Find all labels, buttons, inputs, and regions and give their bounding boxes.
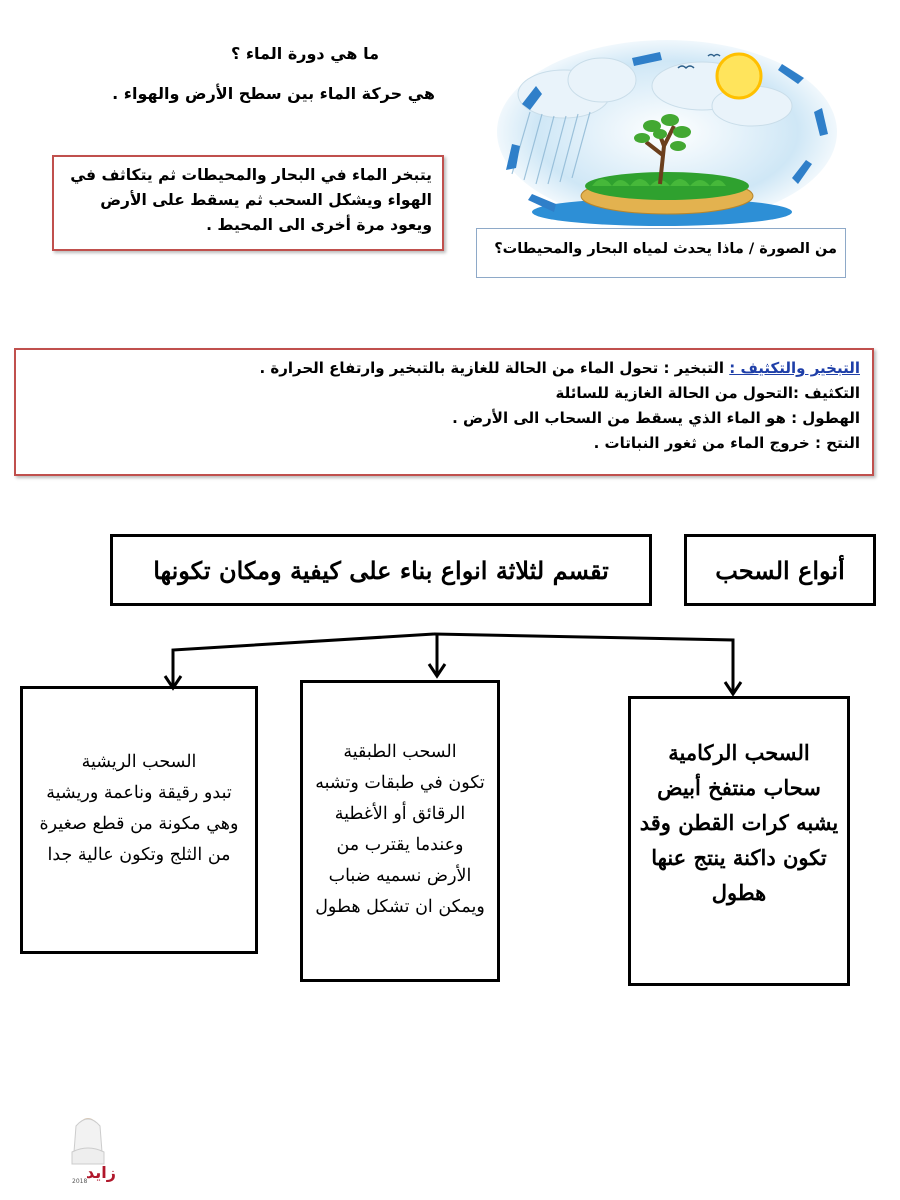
logo-text: زايد [86,1163,116,1182]
cirrus-line-3: من الثلج وتكون عالية جدا [47,845,231,865]
classification-box: تقسم لثلاثة انواع بناء على كيفية ومكان تكونها [110,534,652,606]
cirrus-title: السحب الريشية [81,752,197,772]
definitions-heading[interactable]: التبخير والتكثيف : [729,359,860,377]
water-cycle-box [52,155,444,251]
logo-year: 2018 [72,1178,88,1184]
cumulus-line-3: تكون داكنة ينتج عنها [651,845,827,870]
stratus-line-5: ويمكن ان تشكل هطول [315,897,485,917]
stratus-line-1: تكون في طبقات وتشبه [315,773,485,793]
definition-condensation: التكثيف :التحول من الحالة الغازية للسائلة [555,384,860,402]
cumulus-cloud-box [628,696,850,986]
cumulus-title: السحب الركامية [668,740,810,765]
cirrus-cloud-box [20,686,258,954]
cycle-line-3: ويعود مرة أخرى الى المحيط . [206,216,432,234]
stratus-line-2: الرقائق أو الأغطية [334,804,466,824]
stratus-line-3: وعندما يقترب من [336,835,464,855]
water-cycle-illustration [482,34,852,228]
stratus-cloud-box [300,680,500,982]
answer-text: هي حركة الماء بين سطح الأرض والهواء . [112,84,435,103]
zayed-logo [66,1112,126,1184]
cumulus-line-4: هطول [711,880,767,905]
definition-evaporation: التبخير : تحول الماء من الحالة للغازية بالتبخير وارتفاع الحرارة . [259,359,724,377]
sun-icon [717,54,761,98]
cloud-types-title: أنواع السحب [684,534,876,606]
cirrus-line-1: تبدو رقيقة وناعمة وريشية [46,783,232,803]
cycle-line-2: الهواء ويشكل السحب ثم يسقط على الأرض [100,191,432,209]
question-title: ما هي دورة الماء ؟ [231,44,379,63]
definition-transpiration: النتح : خروج الماء من ثغور النباتات . [593,434,860,452]
cirrus-line-2: وهي مكونة من قطع صغيرة [39,814,239,834]
cycle-line-1: يتبخر الماء في البحار والمحيطات ثم يتكاثف في [70,166,432,184]
picture-caption: من الصورة / ماذا يحدث لمياه البحار والمحيطات؟ [476,228,846,278]
definition-line [28,356,860,381]
definitions-box [14,348,874,476]
cumulus-line-1: سحاب منتفخ أبيض [657,775,821,800]
stratus-line-4: الأرض نسميه ضباب [328,866,472,886]
definition-precipitation: الهطول : هو الماء الذي يسقط من السحاب الى الأرض . [452,409,860,427]
cumulus-line-2: يشبه كرات القطن وقد [639,810,839,835]
stratus-title: السحب الطبقية [343,742,457,762]
